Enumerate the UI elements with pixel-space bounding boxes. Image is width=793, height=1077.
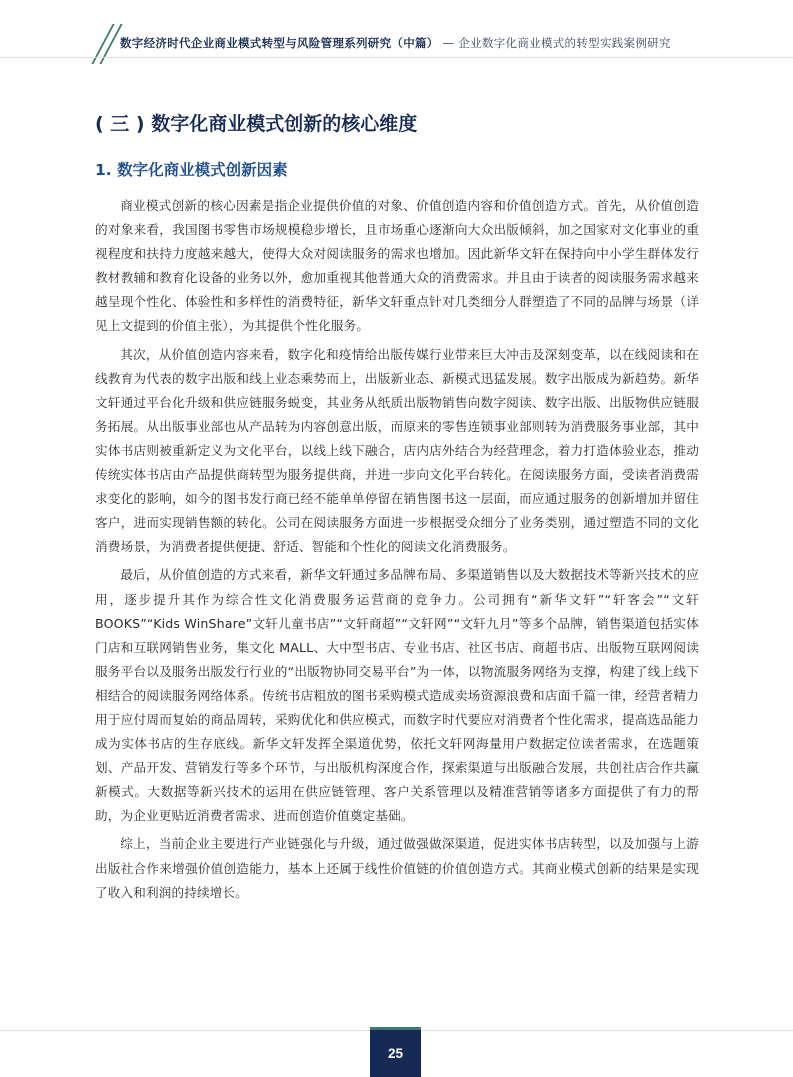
header-separator: — xyxy=(442,36,455,50)
paragraph: 最后，从价值创造的方式来看，新华文轩通过多品牌布局、多渠道销售以及大数据技术等新兴技术的应用，逐步提升其作为综合性文化消费服务运营商的竞争力。公司拥有“新华文轩”“轩客会”“文轩 BOOKS”“Kids WinShare”文轩儿童书店”“文轩商超”“文轩网”“文轩九月”等多个品牌，销售渠道包括实体门店和互联网销售业务，集文化 MALL、大中型书店、专业书店、社区书店、商超书店、出版物互联网阅读服务平台以及服务出版发行行业的“出版物协同交易平台”为一体，以物流服务网络为支撑，构建了线上线下相结合的阅读服务网络体系。传统书店粗放的图书采购模式造成卖场资源浪费和店面千篇一律，经营者精力用于应付周而复始的商品周转，采购优化和供应模式，而数字时代要应对消费者个性化需求，提高选品能力成为实体书店的生存底线。新华文轩发挥全渠道优势，依托文轩网海量用户数据定位读者需求，在选题策划、产品开发、营销发行等多个环节，与出版机构深度合作，探索渠道与出版融合发展，共创社店合作共赢新模式。大数据等新兴技术的运用在供应链管理、客户关系管理以及精准营销等诸多方面提供了有力的帮助，为企业更贴近消费者需求、进而创造价值奠定基础。 xyxy=(95,567,699,824)
section-heading: ( 三 ) 数字化商业模式创新的核心维度 xyxy=(95,113,418,135)
header-title xyxy=(120,36,671,50)
paragraph: 其次，从价值创造内容来看，数字化和疫情给出版传媒行业带来巨大冲击及深刻变革，以在线阅读和在线教育为代表的数字出版和线上业态乘势而上，出版新业态、新模式迅猛发展。数字出版成为新趋势。新华文轩通过平台化升级和供应链服务蜕变，其业务从纸质出版物销售向数字阅读、数字出版、出版物供应链服务拓展。从出版事业部也从产品转为内容创意出版，而原来的零售连锁事业部则转为消费服务事业部，其中实体书店则被重新定义为文化平台，以线上线下融合，店内店外结合为经营理念，着力打造体验业态，推动传统实体书店由产品提供商转型为服务提供商，并进一步向文化平台转化。在阅读服务方面，受读者消费需求变化的影响，如今的图书发行商已经不能单单停留在销售图书这一层面，而应通过服务的创新增加并留住客户，进而实现销售额的转化。公司在阅读服务方面进一步根据受众细分了业务类别，通过塑造不同的文化消费场景，为消费者提供便捷、舒适、智能和个性化的阅读文化消费服务。 xyxy=(95,346,699,555)
header-divider xyxy=(0,57,793,58)
paragraph: 商业模式创新的核心因素是指企业提供价值的对象、价值创造内容和价值创造方式。首先，从价值创造的对象来看，我国图书零售市场规模稳步增长，且市场重心逐渐向大众出版倾斜，加之国家对文化事业的重视程度和扶持力度越来越大，使得大众对阅读服务的需求也增加。因此新华文轩在保持向中小学生群体发行教材教辅和教育化设备的业务以外，愈加重视其他普通大众的消费需求。并且由于读者的阅读服务需求越来越呈现个性化、体验性和多样性的消费特征，新华文轩重点针对几类细分人群塑造了不同的品牌与场景（详见上文提到的价值主张），为其提供个性化服务。 xyxy=(95,198,699,334)
page-header xyxy=(0,0,793,60)
header-subtitle: 企业数字化商业模式的转型实践案例研究 xyxy=(458,36,671,50)
page-number: 25 xyxy=(387,1046,404,1061)
paragraph: 综上，当前企业主要进行产业链强化与升级，通过做强做深渠道，促进实体书店转型，以及加强与上游出版社合作来增强价值创造能力，基本上还属于线性价值链的价值创造方式。其商业模式创新的结果是实现了收入和利润的持续增长。 xyxy=(95,836,699,900)
subsection-heading: 1. 数字化商业模式创新因素 xyxy=(95,161,288,179)
body-text xyxy=(95,194,699,909)
header-series-title: 数字经济时代企业商业模式转型与风险管理系列研究（中篇） xyxy=(120,36,439,50)
page-number-box xyxy=(370,1027,421,1077)
